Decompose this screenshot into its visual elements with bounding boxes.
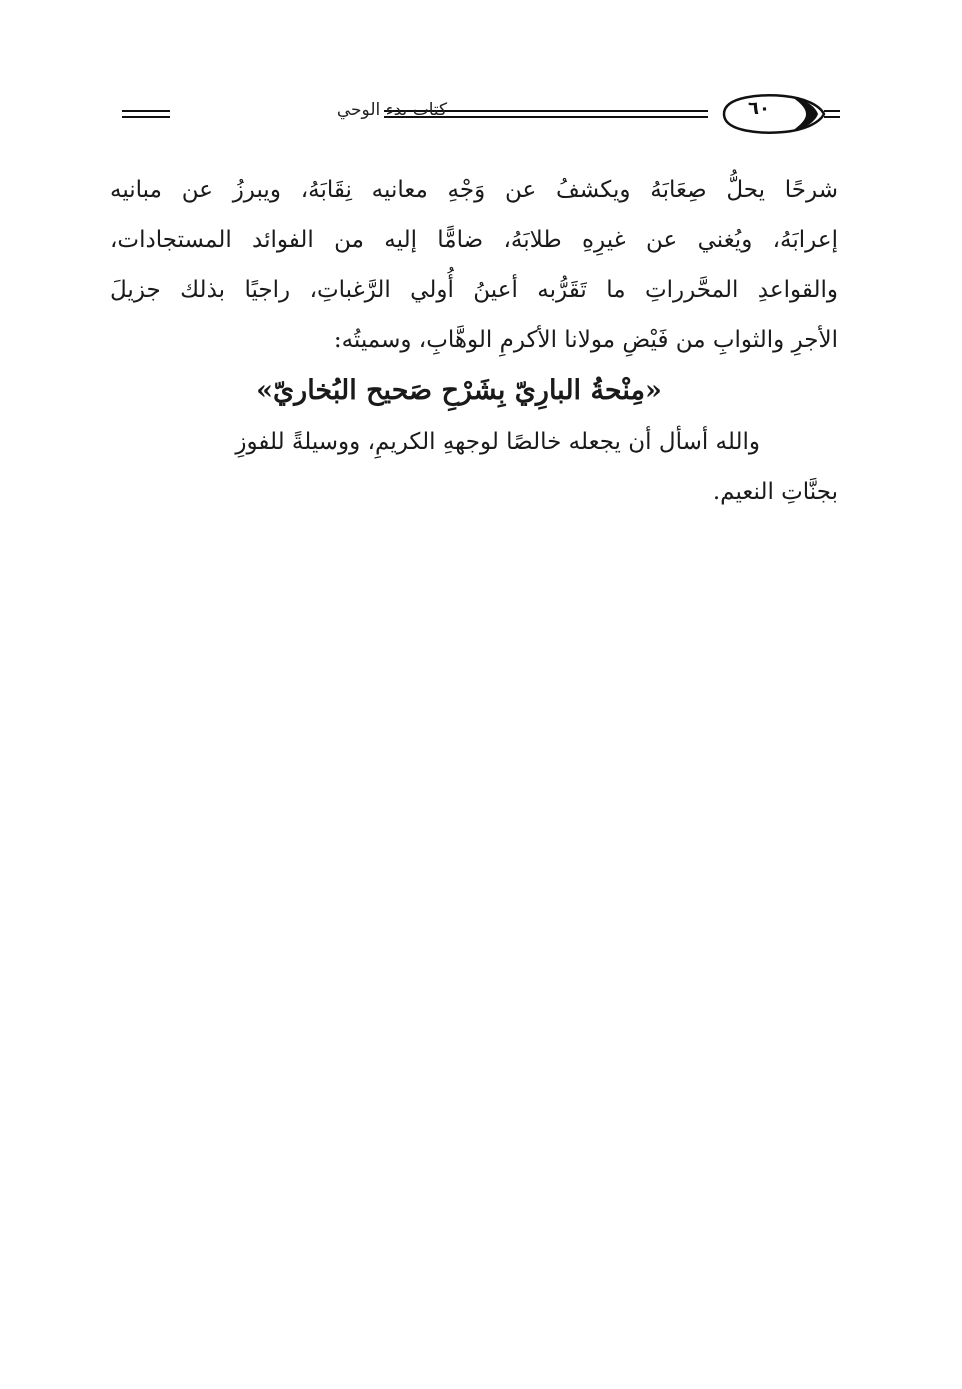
page-body [110,165,838,517]
running-title: كتاب بدء الوحي [336,100,448,120]
text-line: والله أسأل أن يجعله خالصًا لوجههِ الكريمِ، ووسيلةً للفوزِ [235,429,760,455]
page-number-frame-shade [792,97,818,131]
text-line: بجنَّاتِ النعيم. [712,479,838,505]
book-title: «مِنْحةُ البارِيّ بِشَرْحِ صَحيح البُخاريّ» [256,375,662,406]
page-header [112,88,842,138]
page-number: ٦٠ [748,98,770,119]
text-line: شرحًا يحلُّ صِعَابَهُ ويكشفُ عن وَجْهِ معانيه نِقَابَهُ، ويبرزُ عن مبانيه [110,177,838,203]
text-line: والقواعدِ المحَّرراتِ ما تَقَرُّبه أعينُ أُولي الرَّغباتِ، راجيًا بذلك جزيلَ [110,277,838,303]
text-line: إعرابَهُ، ويُغني عن غيرِهِ طلابَهُ، ضامًّا إليه من الفوائد المستجادات، [110,227,838,253]
text-line: الأجرِ والثوابِ من فَيْضِ مولانا الأكرمِ الوهَّابِ، وسميتُه: [333,327,838,353]
